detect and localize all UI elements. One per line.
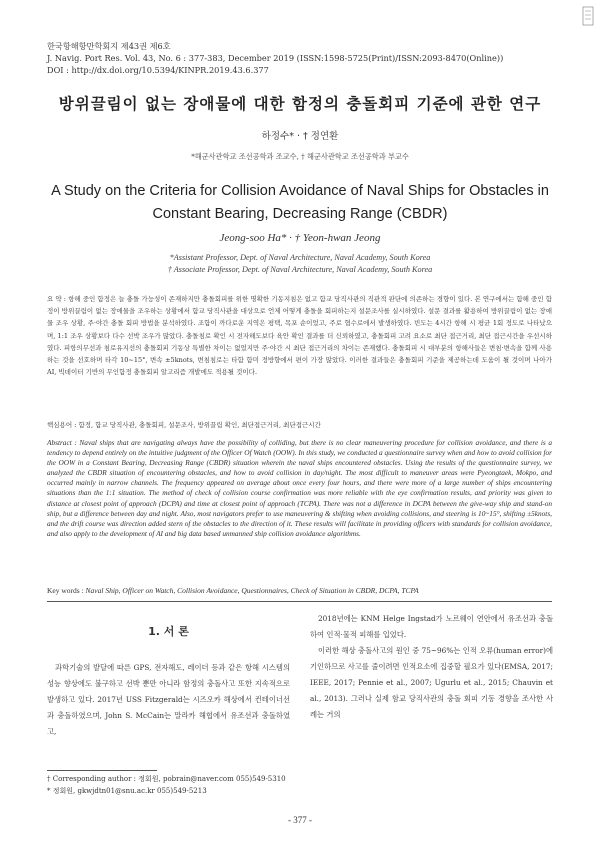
footnote-corresponding: † Corresponding author : 정회원, pobrain@naver.com 055)549-5310 — [47, 775, 286, 783]
english-abstract: Abstract : Naval ships that are navigating always have the possibility of colliding, but there is no clear maneuvering procedure for collision avoidance, and there is a tendency to depend entirely on the intuitive judgment of the Officer Of Watch (OOW). In this study, we conducted a questionnaire survey when and how to avoid collision for the OOW in a Constant Bearing, Decreasing Range (CBDR) situation wherein the naval ships encountered obstacles. Using the results of the questionnaire survey, we analyzed the CBDR situation of encountering obstacles, and how to avoid collision in day/night. The most difficult to maneuver areas were Pyeongtaek, Mokpo, and occurred mainly in narrow channels. The frequency appeared on average about once every four hours, and there were more of a large number of ships encountering situations than the 1:1 situation. The method of check of collision course confirmation was more reliable with the eye confirmation results, and priority was given to distance at closest point of approach (DCPA) and time at closest point of approach (TCPA). There was not a difference in DCPA between the give-way ship and stand-on ship, but a difference between day and night. Also, most navigators prefer to use maneuvering & shifting when avoiding collisions, and steering is 10~15°, shifting ±5knots, and the drift course was direction added stern of the obstacles to the direction of it. These results will facilitate in providing officers with standards for collision avoidance, and also apply to the development of AI and big data based unmanned ship collision avoidance algorithms. — [47, 438, 553, 538]
footnote-author: * 정회원, gkwjdtn01@snu.ac.kr 055)549-5213 — [47, 787, 207, 795]
footnote-divider — [47, 770, 157, 771]
korean-abstract: 요 약 : 항해 중인 함정은 늘 충돌 가능성이 존재하지만 충돌회피를 위한 명확한 기동지침은 없고 함교 당직사관의 직관적 판단에 의존하는 경향이 있다. 본 연구에서는 함해 중인 함정이 방위끌림이 없는 장애물을 조우하는 상황에서 함교 당직사관을 대상으로 언제 어떻게 충돌을 회피하는지 설문조사를 실시하였다. 설문 결과를 활용하여 방위끌림이 없는 장애물 조우 상황, 주·야간 충돌 회피 방법을 분석하였다. 조함이 까다로운 지역은 평택, 목포 순이었고, 주로 협수로에서 발생하였다. 빈도는 4시간 항해 시 평균 1회 정도로 나타났으며, 1:1 조우 상황보다 다수 선박 조우가 많았다. 충돌침로 확인 시 전자해도보다 육안 확인 결과를 더 신뢰하였고, 충돌회피 고려 요소로 최단 접근거리, 최단 접근시간을 우선시하였다. 피항의무선과 침로유지선의 충돌회피 기동상 특별한 차이는 없었지만 주·야간 시 최단 접근거리의 차이는 존재했다. 충돌회피 시 대부분의 항해사들은 변침·변속을 함께 사용하는 것을 선호하며 타각 10~15°, 변속 ±5knots, 변침침로는 타함 함미 정방향에서 편이 가장 많았다. 이러한 결과들은 충돌회피 기준을 제공하는데 도움이 될 것이며 나아가 AI, 빅데이터 기반의 무인함정 충돌회피 알고리즘 개발에도 적용될 것이다. — [47, 295, 552, 377]
korean-title: 방위끌림이 없는 장애물에 대한 함정의 충돌회피 기준에 관한 연구 — [58, 95, 542, 113]
keywords-values: Naval Ship, Officer on Watch, Collision Avoidance, Questionnaires, Check of Situation in CBDR, DCPA, TCPA — [85, 586, 419, 595]
korean-keywords: 핵심용어 : 함정, 함교 당직사관, 충돌회피, 설문조사, 방위끌림 확인, 최단접근거리, 최단접근시간 — [47, 421, 321, 429]
english-title — [40, 180, 560, 226]
footnotes — [47, 773, 286, 797]
english-authors: Jeong-soo Ha* · † Yeon-hwan Jeong — [219, 232, 381, 244]
english-keywords — [47, 586, 552, 595]
body-right-column — [310, 611, 553, 723]
section-heading: 1. 서 론 — [148, 625, 189, 638]
body-paragraph: 과학기술의 발달에 따른 GPS, 전자해도, 레이더 등과 같은 항해 시스템의 성능 향상에도 불구하고 선박 뿐만 아니라 함정의 충돌사고 또한 지속적으로 발생하고 있다. 2017년 USS Fitzgerald는 시즈오카 해상에서 컨테이너선과 충돌하였으며, John S. McCain는 말라카 해협에서 유조선과 충돌하였고, — [47, 663, 290, 736]
body-paragraph: 이러한 해상 충돌사고의 원인 중 75~96%는 인적 오류(human error)에 기인하므로 사고를 줄이려면 인적요소에 집중할 필요가 있다(EMSA, 2017; IEEE, 2017; Pennie et al., 2007; Ugurlu et al., 2015; Chauvin et al., 2013). 그러나 실제 함교 당직사관의 충돌 회피 기동 경향을 조사한 사례는 거의 — [310, 646, 553, 719]
english-title-line2: Constant Bearing, Decreasing Range (CBDR) — [152, 206, 448, 222]
keywords-label: Key words : — [47, 586, 84, 595]
journal-header — [47, 40, 503, 76]
journal-name: 한국항해항만학회지 제43권 제6호 — [47, 41, 171, 51]
body-paragraph: 2018년에는 KNM Helge Ingstad가 노르웨이 연안에서 유조선과 충돌하여 인적·물적 피해를 입었다. — [310, 614, 553, 639]
korean-authors: 하정수* · † 정연환 — [261, 131, 339, 142]
english-affiliations — [0, 252, 600, 276]
body-left-column — [47, 660, 290, 740]
journal-citation: J. Navig. Port Res. Vol. 43, No. 6 : 377-383, December 2019 (ISSN:1598-5725(Print)/ISSN:2093-8470(Online)) — [47, 53, 504, 63]
page-number: - 377 - — [288, 815, 312, 825]
english-affiliation-1: *Assistant Professor, Dept. of Naval Architecture, Naval Academy, South Korea — [169, 253, 431, 262]
section-divider — [47, 601, 552, 602]
korean-affiliations: *해군사관학교 조선공학과 조교수, † 해군사관학교 조선공학과 부교수 — [191, 152, 409, 161]
doi[interactable]: DOI : http://dx.doi.org/10.5394/KINPR.2019.43.6.377 — [47, 65, 269, 75]
download-stamp-icon — [582, 6, 594, 26]
english-title-line1: A Study on the Criteria for Collision Avoidance of Naval Ships for Obstacles in — [51, 183, 549, 199]
english-affiliation-2: † Associate Professor, Dept. of Naval Architecture, Naval Academy, South Korea — [167, 265, 433, 274]
